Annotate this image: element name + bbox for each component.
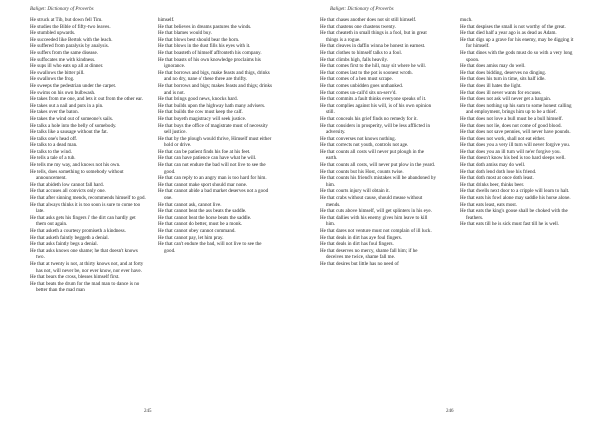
proverb-entry: He takes from me one, and lets it out from the other ear. <box>30 96 143 103</box>
proverb-entry: He suffered from paralysis by analysis. <box>30 43 109 50</box>
proverb-entry: He that blames would buy. <box>158 30 212 37</box>
proverb-entry: He that does ill hates the light. <box>460 82 522 89</box>
proverb-entry: He that dares not venture must not complain of ill luck. <box>320 228 432 234</box>
proverb-entry: He that drinks beer, thinks beer. <box>460 181 525 188</box>
proverb-entry: He that boasteth of himself affronteth his company. <box>158 49 262 56</box>
proverb-entry: He that digs up a grave for his enemy, may be digging it for himself. <box>460 36 574 50</box>
proverb-entry: He studies the Bible of fifty-two leaves. <box>30 23 111 30</box>
right-page <box>300 0 600 424</box>
proverb-entry: He that counts his friend's mistakes will be abandoned by him. <box>320 175 436 188</box>
proverb-entry: He succeeded like Bertok with the leach. <box>30 36 113 43</box>
running-head: Baliget: Dictionary of Proverbs <box>330 7 394 12</box>
proverb-entry: He that deals in dirt has aye foul fingers. <box>320 234 402 241</box>
proverb-entry: He that cannot pay, let him pray. <box>158 234 224 241</box>
proverb-entry: He that does not lie, does not come of good blood. <box>460 122 562 129</box>
proverb-entry: He that by the plough would thrive, Himself must either hold or drive. <box>158 135 272 149</box>
proverb-entry: He that eats till he is sick must fast till he is well. <box>460 221 560 228</box>
proverb-entry: He stumbled upwards. <box>30 30 76 37</box>
proverb-entry: He that deserves no mercy, shame fall him; if he deceives me twice, shame fall me. <box>320 247 418 261</box>
proverb-entry: He that cannot abide a bad market deserves not a good one. <box>158 188 269 202</box>
proverb-entry: He that does nothing up his sum to some honest calling and employment, brings him up to be a thief. <box>460 102 572 116</box>
proverb-entry: He talks a hole into the belly of somebody. <box>30 122 117 129</box>
proverb-entry: He that does not save pennies, will never have pounds. <box>460 129 571 136</box>
proverb-entry: He that doth amiss may do well. <box>460 162 526 169</box>
proverb-entry: He talks like a sausage without the fat. <box>30 129 108 136</box>
proverb-entry: He that comes of a hen must scrape. <box>320 76 393 83</box>
proverb-entry: He that comes first to the hill, may sit where he will. <box>320 63 427 70</box>
proverb-entry: He that comes un-call'd sits un-serv'd. <box>320 89 397 96</box>
proverb-entry: He that cannot beat the ass beats the saddle. <box>158 208 247 215</box>
proverb-entry: He struck at Tib, but down fell Tim. <box>30 17 103 23</box>
proverb-entry: He that cannot beat the horse beats the saddle. <box>158 214 252 221</box>
proverb-entry: He that can be patient finds his foe at his feet. <box>158 148 251 155</box>
proverb-entry: He that dwells next door to a cripple will learn to halt. <box>460 188 570 195</box>
proverb-entry: He that after sinning mends, recommends himself to god. <box>30 195 146 202</box>
proverb-entry: He that cannot make sport should mar none. <box>158 181 248 188</box>
proverb-entry: He that clothes to himself talks to a fool. <box>320 49 402 56</box>
proverb-entry: He that at twenty is not, at thirty knows not, and at forty has not, will never be, nor ever know, nor ever have. <box>30 260 144 274</box>
proverb-entry: He that can't endure the bad, will not live to see the good. <box>158 241 262 254</box>
right-page-column-2 <box>460 17 576 228</box>
proverb-entry: He that eats least, eats most. <box>460 201 518 208</box>
right-page-column-1 <box>320 17 436 268</box>
proverb-entry: He that counts all costs, will never put plow in the yeard. <box>320 162 436 169</box>
proverb-entry: He that blows in the dust fills his eyes with it. <box>158 43 251 50</box>
proverb-entry: He that can reply to an angry man is too hard for him. <box>158 175 267 182</box>
proverb-entry: He that comes unbidden goes unthanked. <box>320 82 403 89</box>
proverb-entry: He that asks gets his fingers i' the dirt can hardly get them out again. <box>30 214 136 228</box>
proverb-entry: He that does you an ill turn will ne'er forgive you. <box>460 148 561 155</box>
proverb-entry: He that buyeth magistracy will seek justice. <box>158 115 247 122</box>
proverb-entry: He that accuses all convicts only one. <box>30 188 106 195</box>
left-page-column-1 <box>30 17 146 294</box>
proverb-entry: He that despises the small is not worthy of the great. <box>460 23 566 30</box>
proverb-entry: He that beats the drum for the mad man to dance is no better than the mad man <box>30 280 140 294</box>
proverb-entry: He that cannot do better, must be a monk. <box>158 221 243 228</box>
proverb-entry: He that chases another does not sit still himself. <box>320 17 417 23</box>
proverb-entry: He swims on his own bulbwash. <box>30 89 96 96</box>
proverb-entry: He that dallies with his enemy gives him leave to kill him. <box>320 214 428 228</box>
proverb-entry: He that does bidding, deserves no dinging. <box>460 69 547 76</box>
proverb-entry: He tells me my way, and knows not his own. <box>30 162 121 169</box>
proverb-entry: He that doth most at once doth least. <box>460 175 534 182</box>
proverb-entry: He that deals in dirt has foul fingers. <box>320 241 394 248</box>
proverb-entry: He that cannot obey cannot command. <box>158 228 236 234</box>
proverb-entry: He that does not ask will never get a bargain. <box>460 96 552 103</box>
proverb-entry: He suffocates me with kindness. <box>30 56 96 63</box>
proverb-entry: He that doth lend doth lose his friend. <box>460 168 537 175</box>
proverb-entry: He that asks faintly begs a denial. <box>30 241 98 248</box>
proverb-entry: He that counts all costs will never put plough in the earth. <box>320 148 425 162</box>
proverb-entry: He that believes in dreams pastures the winds. <box>158 23 252 30</box>
proverb-entry: He swallows the bitter pill. <box>30 69 85 76</box>
proverb-entry: He that cleaves in daffin winna be honest in earnest. <box>320 43 426 50</box>
proverb-entry: He that climbs high, falls heavily. <box>320 56 388 63</box>
proverb-entry: He that buys the office of magistrate must of necessity sell justice. <box>158 122 268 136</box>
proverb-entry: He that builds the cow must keep the calf. <box>158 109 243 116</box>
proverb-entry: He that dines with the gods must do so with a very long spoon. <box>460 49 573 63</box>
proverb-entry: He tells, does something to somebody without announcement. <box>30 168 124 182</box>
proverb-entry: He that asketh a courtesy promiseth a kindness. <box>30 228 126 234</box>
proverb-entry: He that converses not knows nothing. <box>320 135 396 142</box>
proverb-entry: He that courts injury will obtain it. <box>320 188 390 195</box>
left-page-column-2 <box>158 17 274 254</box>
proverb-entry: He that asketh faintly beggeth a denial. <box>30 234 109 241</box>
proverb-entry: He sweeps the pedestrian under the carpet. <box>30 82 117 89</box>
proverb-entry: He that borrows and bigs, make feasts and thigs, drinks and no dry, nane o' these three are thrifty. <box>158 69 270 83</box>
proverb-entry: He that builds upon the highway hath many advisers. <box>158 102 266 109</box>
proverb-entry: He that eats the king's goose shall be choked with the feathers. <box>460 208 568 221</box>
page-number: 246 <box>446 409 454 414</box>
page-number: 245 <box>144 409 152 414</box>
proverb-entry: He that can not endure the bad will not live to see the good. <box>158 162 266 175</box>
proverb-entry: He swallows the frog. <box>30 76 75 83</box>
proverb-entry: He that borrows and bigs; makes feasts and thigs; drinks and is not. <box>158 82 272 96</box>
running-head: Baliget: Dictionary of Proverbs <box>30 7 94 12</box>
proverb-entry: He sups ill who eats up all at dinner. <box>30 63 104 70</box>
proverb-entry: He that cuts above himself, will get splinters in his eye. <box>320 208 432 215</box>
proverb-entry: He that complies against his will, is of his own opinion still. <box>320 102 432 116</box>
proverb-entry: He that doesn't know his bed is too hard sleeps well. <box>460 155 566 162</box>
proverb-entry: He that counts but his Host, counts twise. <box>320 168 404 175</box>
proverb-entry: He takes over the baton. <box>30 109 79 116</box>
proverb-entry: He that can have patience can have what he will. <box>158 155 257 162</box>
proverb-entry: He that does amiss may do well. <box>460 63 526 70</box>
proverb-entry: much. <box>460 17 473 23</box>
proverb-entry: He suffers from the same disease. <box>30 49 99 56</box>
proverb-entry: He that does not work, shall not eat either. <box>460 135 546 142</box>
proverb-entry: He that crabs without cause, should mease without mends. <box>320 195 423 208</box>
proverb-entry: He that does not love a bull must be a bull himself. <box>460 115 563 122</box>
proverb-entry: He that chastens one chastens twenty. <box>320 23 396 30</box>
proverb-entry: He that cheateth in small things is a fool, but in great things is a rogue. <box>320 30 427 43</box>
proverb-entry: He talks to the wind. <box>30 148 72 155</box>
proverb-entry: He that does his turn in time, sits half idle. <box>460 76 546 83</box>
proverb-entry: He that does ill never wants for excuses. <box>460 89 542 96</box>
proverb-entry: He takes the wind out of someone's sails. <box>30 115 114 122</box>
proverb-entry: He that comes last to the pot is soonest wroth. <box>320 69 413 76</box>
proverb-entry: He that bears the cross, blesses himself first. <box>30 274 120 281</box>
proverb-entry: He that died half a year ago is as dead as Adam. <box>460 30 557 37</box>
proverb-entry: He that considers in prosperity, will be less afflicted in adversity. <box>320 122 431 136</box>
proverb-entry: He that always thinks it is too soon is sure to come too late. <box>30 201 141 215</box>
proverb-entry: He that boasts of his own knowledge proclaims his ignorance. <box>158 56 261 70</box>
proverb-entry: He that desires but little has no need of <box>320 260 399 267</box>
proverb-entry: himself. <box>158 17 175 23</box>
proverb-entry: He that eats his fowl alone may saddle his horse alone. <box>460 195 571 202</box>
proverb-entry: He that brings good news, knocks hard. <box>158 96 238 103</box>
proverb-entry: He that asks knows one shame; he that doesn't knows two. <box>30 247 138 261</box>
proverb-entry: He talks one's head off. <box>30 135 78 142</box>
proverb-entry: He talks to a dead man. <box>30 142 78 149</box>
proverb-entry: He that abideth low cannot fall hard. <box>30 181 104 188</box>
proverb-entry: He tells a tale of a tub. <box>30 155 76 162</box>
proverb-entry: He that blows best should bear the horn. <box>158 36 240 43</box>
proverb-entry: He that cannot ask, cannot live. <box>158 201 222 208</box>
proverb-entry: He takes out a nail and puts in a pin. <box>30 102 104 109</box>
proverb-entry: He that does you a very ill turn will never forgive you. <box>460 142 571 149</box>
proverb-entry: He that commits a fault thinks everyone speaks of it. <box>320 96 427 103</box>
proverb-entry: He that corrects not youth, controls not age. <box>320 142 409 149</box>
proverb-entry: He that conceals his grief finds no remedy for it. <box>320 115 418 122</box>
